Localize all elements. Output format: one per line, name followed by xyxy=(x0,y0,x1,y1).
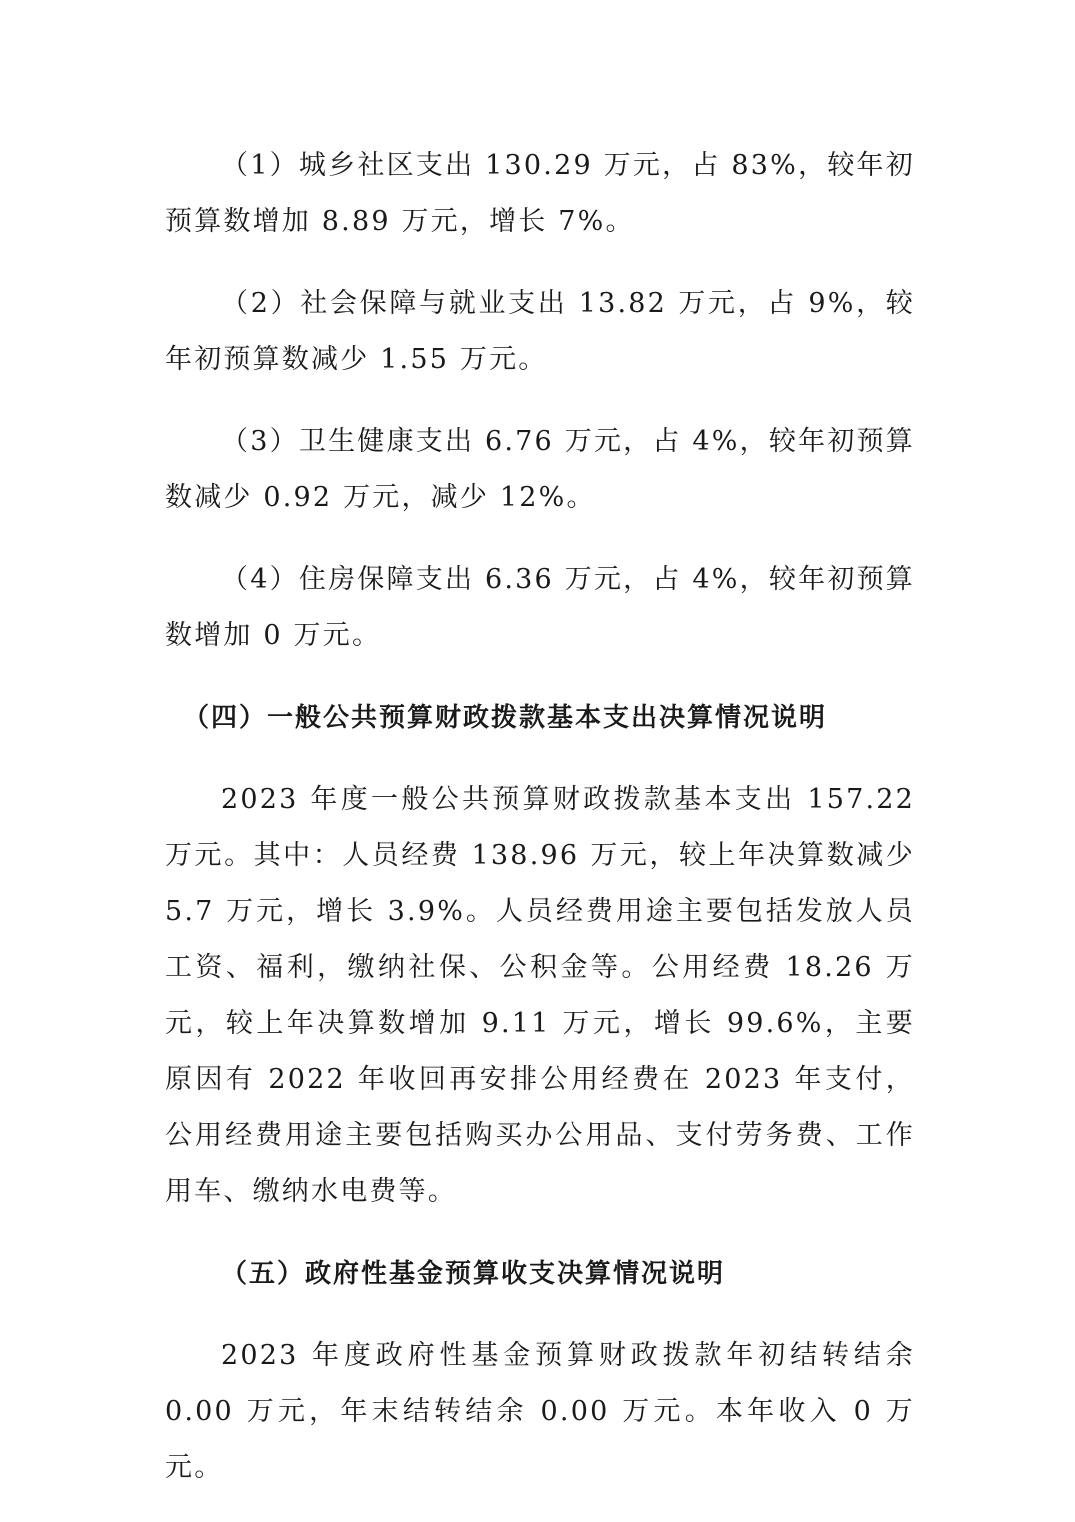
document-body xyxy=(165,138,915,1522)
section-4-body: 2023 年度一般公共预算财政拨款基本支出 157.22 万元。其中：人员经费 138.96 万元，较上年决算数减少 5.7 万元，增长 3.9%。人员经费用途主要包括发放人员工资、福利，缴纳社保、公积金等。公用经费 18.26 万元，较上年决算数增加 9.11 万元，增长 99.6%，主要原因有 2022 年收回再安排公用经费在 2023 年支付，公用经费用途主要包括购买办公用品、支付劳务费、工作用车、缴纳水电费等。 xyxy=(165,784,915,1207)
section-4-heading: （四）一般公共预算财政拨款基本支出决算情况说明 xyxy=(183,703,828,733)
paragraph-housing-expenditure: （4）住房保障支出 6.36 万元，占 4%，较年初预算数增加 0 万元。 xyxy=(165,564,915,651)
paragraph-health-expenditure: （3）卫生健康支出 6.76 万元，占 4%，较年初预算数减少 0.92 万元，减少 12%。 xyxy=(165,426,915,513)
section-5-body: 2023 年度政府性基金预算财政拨款年初结转结余 0.00 万元，年末结转结余 0.00 万元。本年收入 0 万元。 xyxy=(165,1340,915,1483)
paragraph-urban-rural-community-expenditure: （1）城乡社区支出 130.29 万元，占 83%，较年初预算数增加 8.89 万元，增长 7%。 xyxy=(165,150,915,237)
section-5-heading: （五）政府性基金预算收支决算情况说明 xyxy=(221,1259,726,1289)
paragraph-social-security-employment-expenditure: （2）社会保障与就业支出 13.82 万元，占 9%，较年初预算数减少 1.55 万元。 xyxy=(165,288,915,375)
